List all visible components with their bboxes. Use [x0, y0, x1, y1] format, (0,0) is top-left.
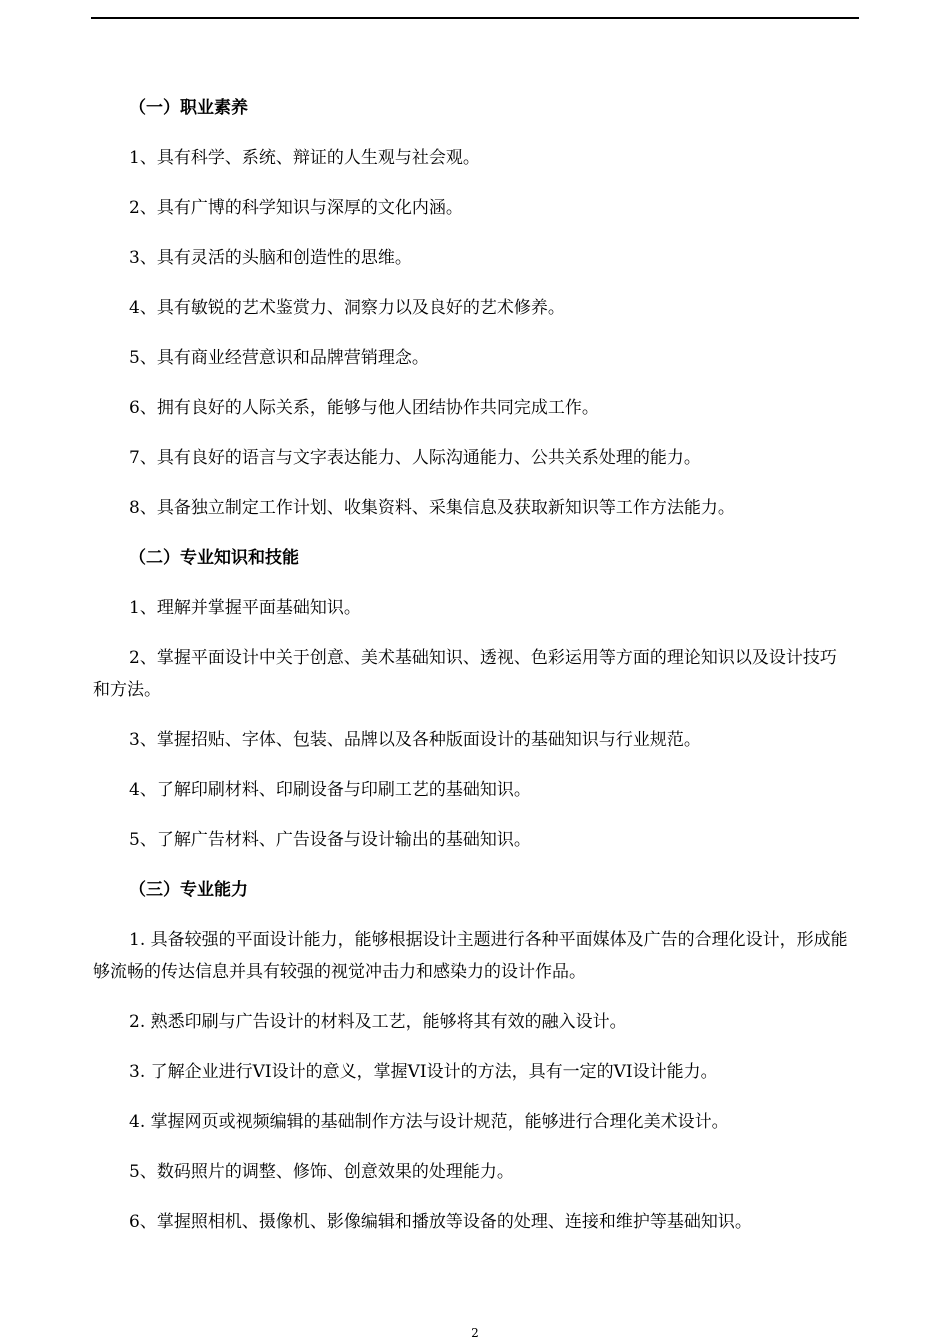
list-item: 1. 具备较强的平面设计能力，能够根据设计主题进行各种平面媒体及广告的合理化设计，形成能够流畅的传达信息并具有较强的视觉冲击力和感染力的设计作品。	[93, 930, 848, 982]
page-number: 2	[471, 1326, 479, 1340]
list-item: 2. 熟悉印刷与广告设计的材料及工艺，能够将其有效的融入设计。	[129, 1012, 627, 1032]
list-item: 1、理解并掌握平面基础知识。	[129, 598, 361, 618]
list-item: 6、掌握照相机、摄像机、影像编辑和播放等设备的处理、连接和维护等基础知识。	[129, 1212, 752, 1232]
list-item: 3、具有灵活的头脑和创造性的思维。	[129, 248, 412, 268]
section-heading: （三）专业能力	[129, 880, 248, 900]
list-item: 5、数码照片的调整、修饰、创意效果的处理能力。	[129, 1162, 514, 1182]
list-item: 1、具有科学、系统、辩证的人生观与社会观。	[129, 148, 480, 168]
list-item: 4、具有敏锐的艺术鉴赏力、洞察力以及良好的艺术修养。	[129, 298, 565, 318]
list-item: 8、具备独立制定工作计划、收集资料、采集信息及获取新知识等工作方法能力。	[129, 498, 735, 518]
list-item: 5、了解广告材料、广告设备与设计输出的基础知识。	[129, 830, 531, 850]
list-item: 7、具有良好的语言与文字表达能力、人际沟通能力、公共关系处理的能力。	[129, 448, 701, 468]
section-heading: （一）职业素养	[129, 98, 248, 118]
list-item: 3. 了解企业进行VI设计的意义，掌握VI设计的方法，具有一定的VI设计能力。	[129, 1062, 718, 1082]
document-body	[93, 92, 853, 1256]
list-item: 2、具有广博的科学知识与深厚的文化内涵。	[129, 198, 463, 218]
list-item: 3、掌握招贴、字体、包装、品牌以及各种版面设计的基础知识与行业规范。	[129, 730, 701, 750]
list-item: 4、了解印刷材料、印刷设备与印刷工艺的基础知识。	[129, 780, 531, 800]
list-item: 6、拥有良好的人际关系，能够与他人团结协作共同完成工作。	[129, 398, 599, 418]
list-item: 2、掌握平面设计中关于创意、美术基础知识、透视、色彩运用等方面的理论知识以及设计技巧和方法。	[93, 648, 837, 700]
section-heading: （二）专业知识和技能	[129, 548, 299, 568]
list-item: 5、具有商业经营意识和品牌营销理念。	[129, 348, 429, 368]
header-rule	[91, 17, 859, 19]
list-item: 4. 掌握网页或视频编辑的基础制作方法与设计规范，能够进行合理化美术设计。	[129, 1112, 729, 1132]
